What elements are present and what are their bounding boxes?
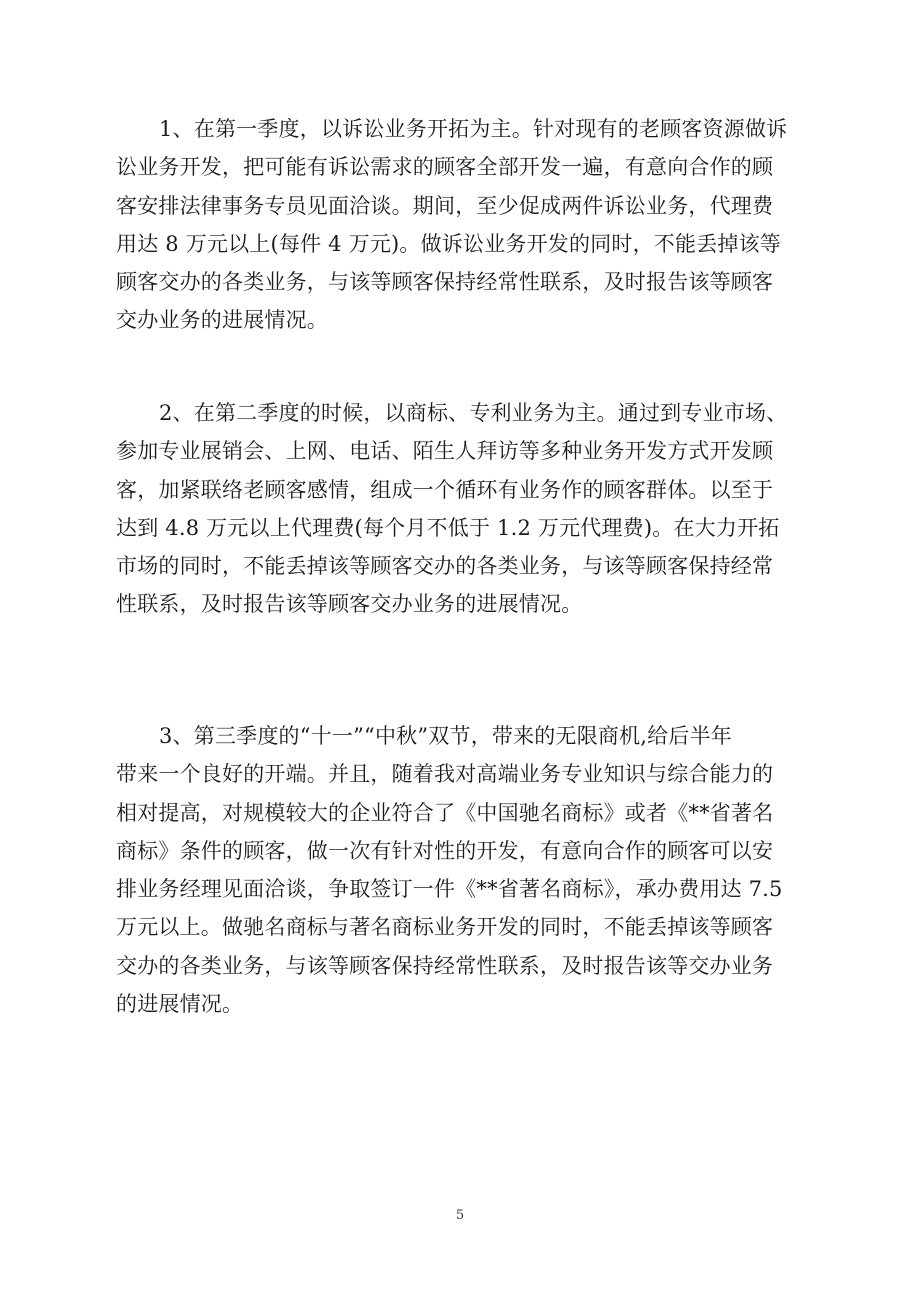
text-line: 用达 8 万元以上(每件 4 万元)。做诉讼业务开发的同时，不能丢掉该等: [116, 231, 782, 256]
text-line: 参加专业展销会、上网、电话、陌生人拜访等多种业务开发方式开发顾: [116, 439, 774, 464]
text-line: 达到 4.8 万元以上代理费(每个月不低于 1.2 万元代理费)。在大力开拓: [116, 515, 780, 540]
text-line: 交办的各类业务，与该等顾客保持经常性联系，及时报告该等交办业务: [116, 953, 774, 978]
text-line: 讼业务开发，把可能有诉讼需求的顾客全部开发一遍，有意向合作的顾: [116, 155, 774, 180]
text-line: 万元以上。做驰名商标与著名商标业务开发的同时，不能丢掉该等顾客: [116, 915, 774, 940]
text-line: 2、在第二季度的时候，以商标、专利业务为主。通过到专业市场、: [159, 401, 788, 425]
text-line: 相对提高，对规模较大的企业符合了《中国驰名商标》或者《**省著名: [116, 800, 774, 825]
text-line: 3、第三季度的“十一”“中秋”双节，带来的无限商机,给后半年: [159, 724, 732, 748]
text-line: 商标》条件的顾客，做一次有针对性的开发，有意向合作的顾客可以安: [116, 838, 774, 863]
paragraph-q1: [116, 110, 806, 340]
text-line: 客安排法律事务专员见面洽谈。期间，至少促成两件诉讼业务，代理费: [116, 193, 774, 218]
page-number: 5: [455, 1208, 465, 1223]
paragraph-q3: [116, 717, 806, 1023]
text-line: 排业务经理见面洽谈，争取签订一件《**省著名商标》，承办费用达 7.5: [116, 877, 783, 902]
text-line: 客，加紧联络老顾客感情，组成一个循环有业务作的顾客群体。以至于: [116, 477, 774, 502]
text-line: 性联系，及时报告该等顾客交办业务的进展情况。: [116, 592, 583, 617]
text-line: 市场的同时，不能丢掉该等顾客交办的各类业务，与该等顾客保持经常: [116, 554, 774, 579]
text-line: 交办业务的进展情况。: [116, 308, 328, 333]
text-line: 顾客交办的各类业务，与该等顾客保持经常性联系，及时报告该等顾客: [116, 270, 774, 295]
text-line: 1、在第一季度，以诉讼业务开拓为主。针对现有的老顾客资源做诉: [159, 117, 788, 141]
paragraph-q2: [116, 394, 806, 624]
text-line: 带来一个良好的开端。并且，随着我对高端业务专业知识与综合能力的: [116, 762, 774, 787]
text-line: 的进展情况。: [116, 992, 244, 1017]
